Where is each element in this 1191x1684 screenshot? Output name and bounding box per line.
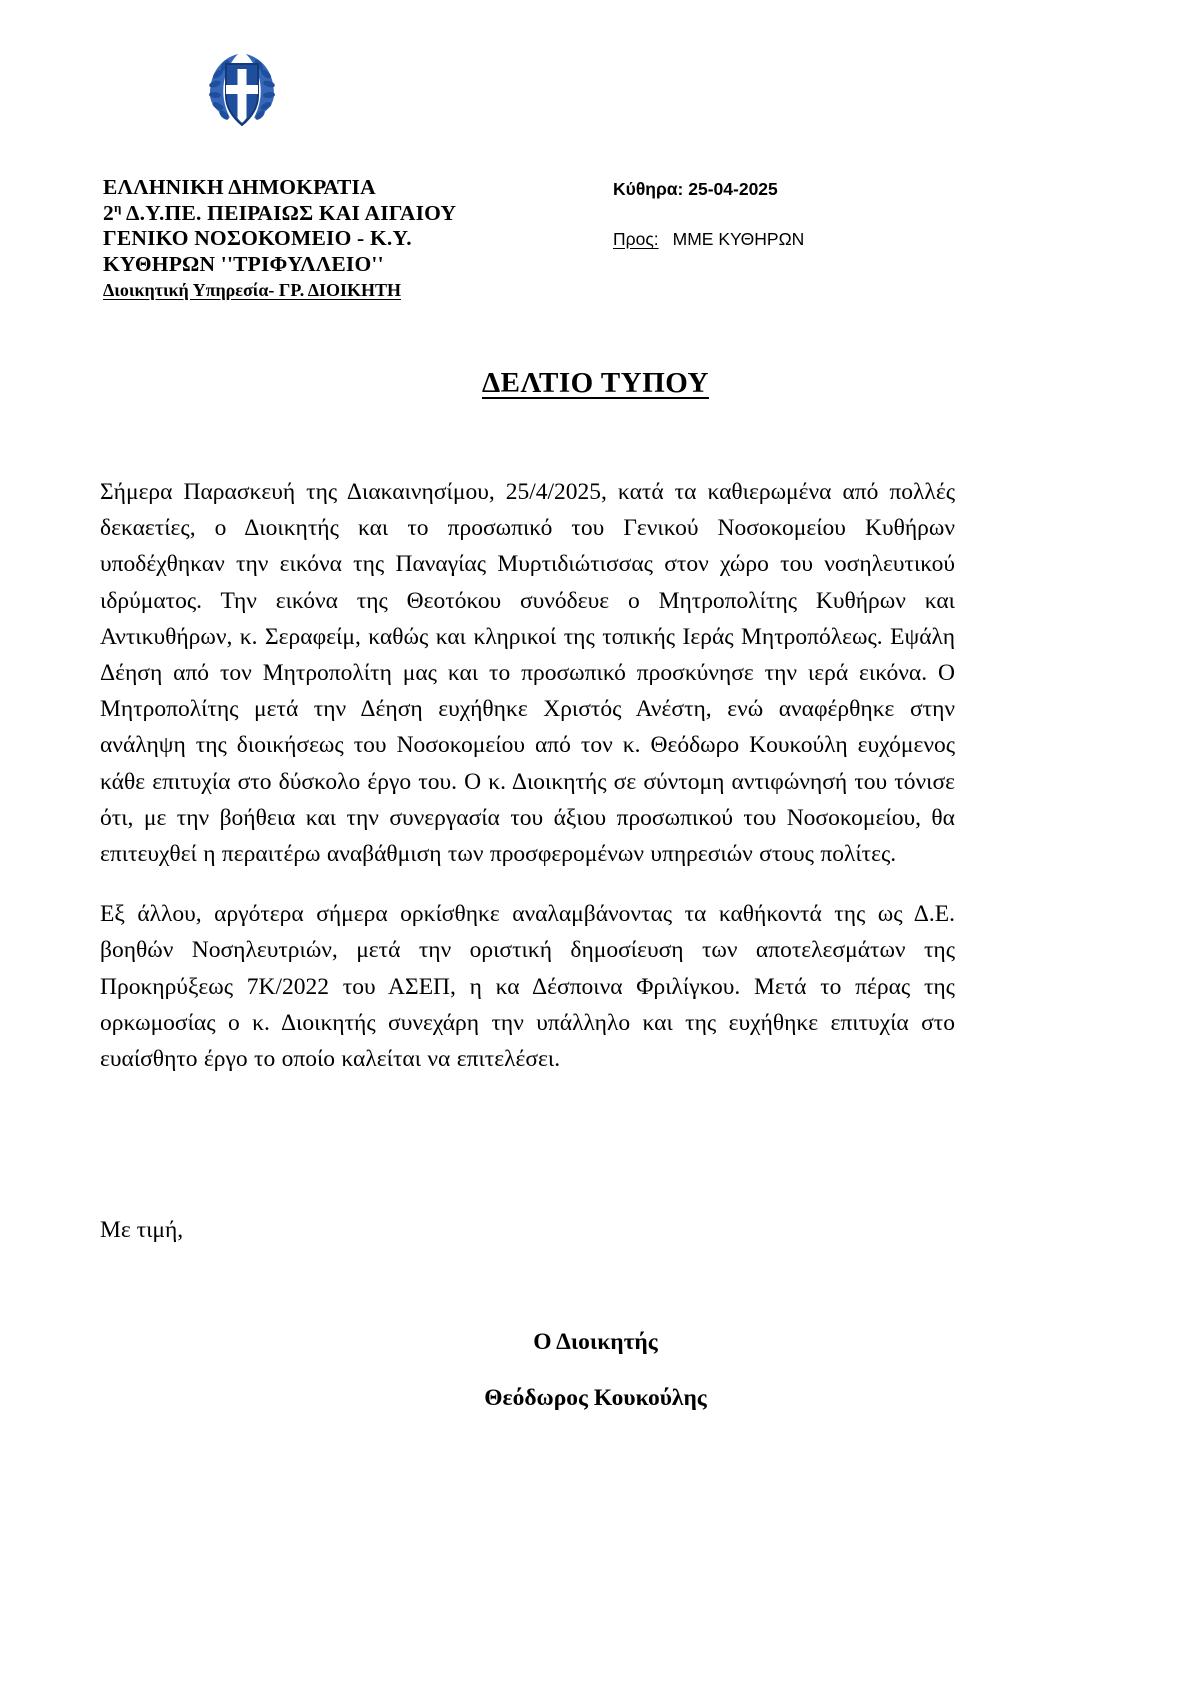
org-line-4: ΚΥΘΗΡΩΝ ''ΤΡΙΦΥΛΛΕΙΟ'' bbox=[103, 251, 384, 276]
signature-name: Θεόδωρος Κουκούλης bbox=[484, 1385, 707, 1411]
department-line: Διοικητική Υπηρεσία- ΓΡ. ΔΙΟΙΚΗΤΗ bbox=[103, 280, 402, 300]
org-line-2-superscript: η bbox=[113, 199, 122, 215]
page-title bbox=[0, 367, 1191, 400]
body-paragraph-2: Εξ άλλου, αργότερα σήμερα ορκίσθηκε αναλαμβάνοντας τα καθήκοντά της ως Δ.Ε. βοηθών Νοσηλευτριών, μετά την οριστική δημοσίευση των αποτελεσμάτων της Προκηρύξεως 7Κ/2022 του ΑΣΕΠ, η κα Δέσποινα Φριλίγκου. Μετά το πέρας της ορκωμοσίας ο κ. Διοικητής συνεχάρη την υπάλληλο και της ευχήθηκε επιτυχία στο ευαίσθητο έργο το οποίο καλείται να επιτελέσει. bbox=[100, 901, 955, 1073]
org-line-2-main: Δ.Υ.ΠΕ. ΠΕΙΡΑΙΩΣ ΚΑΙ ΑΙΓΑΙΟΥ bbox=[125, 200, 457, 225]
recipient-line bbox=[613, 228, 1013, 250]
letterhead-organization-block bbox=[103, 175, 573, 303]
letterhead-meta-block bbox=[613, 178, 1013, 250]
org-line-3: ΓΕΝΙΚΟ ΝΟΣΟΚΟΜΕΙΟ - Κ.Υ. bbox=[103, 226, 412, 250]
date-line: Κύθηρα: 25-04-2025 bbox=[613, 179, 778, 199]
closing-salutation: Με τιμή, bbox=[100, 1217, 184, 1243]
signature-block bbox=[0, 1325, 1191, 1415]
org-line-2-prefix: 2 bbox=[103, 200, 114, 225]
recipient-label: Προς: bbox=[613, 229, 659, 249]
document-body bbox=[100, 474, 955, 1097]
signature-role: Ο Διοικητής bbox=[533, 1329, 658, 1355]
recipient-value: ΜΜΕ ΚΥΘΗΡΩΝ bbox=[672, 229, 805, 249]
org-line-2 bbox=[103, 201, 573, 227]
page-title-text: ΔΕΛΤΙΟ ΤΥΠΟΥ bbox=[482, 367, 709, 399]
org-line-1: ΕΛΛΗΝΙΚΗ ΔΗΜΟΚΡΑΤΙΑ bbox=[103, 175, 376, 199]
hellenic-republic-coat-of-arms-icon bbox=[196, 48, 288, 140]
body-paragraph-1: Σήμερα Παρασκευή της Διακαινησίμου, 25/4/2025, κατά τα καθιερωμένα από πολλές δεκαετίες, ο Διοικητής και το προσωπικό του Γενικού Νοσοκομείου Κυθήρων υποδέχθηκαν την εικόνα της Παναγίας Μυρτιδιώτισσας στον χώρο του νοσηλευτικού ιδρύματος. Την εικόνα της Θεοτόκου συνόδευε ο Μητροπολίτης Κυθήρων και Αντικυθήρων, κ. Σεραφείμ, καθώς και κληρικοί της τοπικής Ιεράς Μητροπόλεως. Εψάλη Δέηση από τον Μητροπολίτη μας και το προσωπικό προσκύνησε την ιερά εικόνα. Ο Μητροπολίτης μετά την Δέηση ευχήθηκε Χριστός Ανέστη, ενώ αναφέρθηκε στην ανάληψη της διοικήσεως του Νοσοκομείου από τον κ. Θεόδωρο Κουκούλη ευχόμενος κάθε επιτυχία στο δύσκολο έργο του. Ο κ. Διοικητής σε σύντομη αντιφώνησή του τόνισε ότι, με την βοήθεια και την συνεργασία του άξιου προσωπικού του Νοσοκομείου, θα επιτευχθεί η περαιτέρω αναβάθμιση των προσφερομένων υπηρεσιών στους πολίτες. bbox=[100, 479, 955, 868]
